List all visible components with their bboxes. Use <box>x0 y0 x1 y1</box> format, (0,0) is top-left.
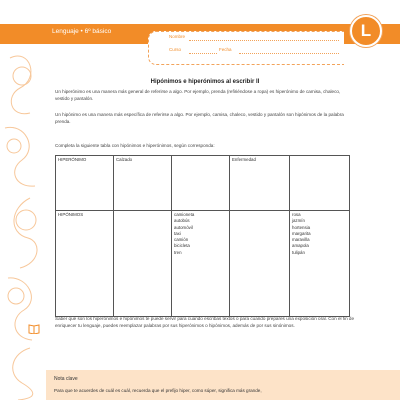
list-item: camión <box>174 237 189 243</box>
subject-badge: L <box>350 15 382 47</box>
list-item: tren <box>174 249 182 255</box>
table-instruction: Completa la siguiente tabla con hipónimos e hiperónimos, según corresponda: <box>55 143 215 148</box>
name-field[interactable] <box>189 40 339 41</box>
answer-cell[interactable] <box>172 156 230 211</box>
table-cell: HIPÓNIMOS <box>56 211 114 317</box>
table-cell: Enfermedad <box>230 156 290 211</box>
hyponym-definition: Un hipónimo es una manera más específica de referirse a algo. Por ejemplo, camisa, chaleco, vestido y pantalón son hipónimos de la palabra prenda. <box>55 112 344 124</box>
list-item: amapola <box>292 243 309 249</box>
list-item: automóvil <box>174 224 193 230</box>
hyperonym-row <box>56 156 350 211</box>
list-item: bicicleta <box>174 243 190 249</box>
list-item: rosa <box>292 212 301 217</box>
header-band <box>0 21 400 52</box>
list-item: jazmín <box>292 218 305 224</box>
list-item: maravilla <box>292 237 310 243</box>
hyponym-row <box>56 211 350 317</box>
answer-cell[interactable] <box>114 211 172 317</box>
table-cell: Calzado <box>114 156 172 211</box>
list-item: camioneta <box>174 212 195 217</box>
note-title: Nota clave <box>54 376 78 382</box>
page-title: Hipónimos e hiperónimos al escribir II <box>150 79 260 85</box>
name-label: Nombre <box>169 34 186 39</box>
hyperonym-definition: Un hiperónimo es una manera más general de referirse a algo. Por ejemplo, prenda (refiriéndose a ropa) es hiperónimo de camisa, chaleco, vestido y pantalón. <box>55 89 341 101</box>
answer-cell[interactable] <box>290 156 350 211</box>
closing-paragraph: Saber qué son los hiperónimos e hipónimos te puede servir para cuando escribas textos o para cuando prepares una exposición oral. Con el fin de enriquecer tu lenguaje, puedes reemplazar palabras por sus hiperónimos o hipónimos, además de por sus sinónimos. <box>55 316 355 328</box>
table-cell: HIPERÓNIMO <box>56 156 114 211</box>
key-note-box <box>46 370 400 400</box>
subject-label: Lenguaje • 6º básico <box>52 28 112 35</box>
date-label: Fecha <box>219 47 232 52</box>
list-item: taxi <box>174 230 181 236</box>
course-field[interactable] <box>189 53 217 54</box>
vehicle-list-cell <box>172 211 230 317</box>
note-text: Para que te acuerdes de cuál es cuál, recuerda que el prefijo hiper, como súper, significa más grande, <box>54 388 262 393</box>
exercise-table <box>55 155 350 317</box>
answer-cell[interactable] <box>230 211 290 317</box>
course-label: Curso <box>169 47 182 52</box>
list-item: autobús <box>174 218 190 224</box>
student-info-box <box>148 31 344 65</box>
book-icon <box>28 323 40 334</box>
list-item: margarita <box>292 230 311 236</box>
list-item: tulipán <box>292 249 305 255</box>
list-item: hortensia <box>292 224 311 230</box>
date-field[interactable] <box>239 53 339 54</box>
flower-list-cell <box>290 211 350 317</box>
decorative-swirls <box>0 48 46 400</box>
